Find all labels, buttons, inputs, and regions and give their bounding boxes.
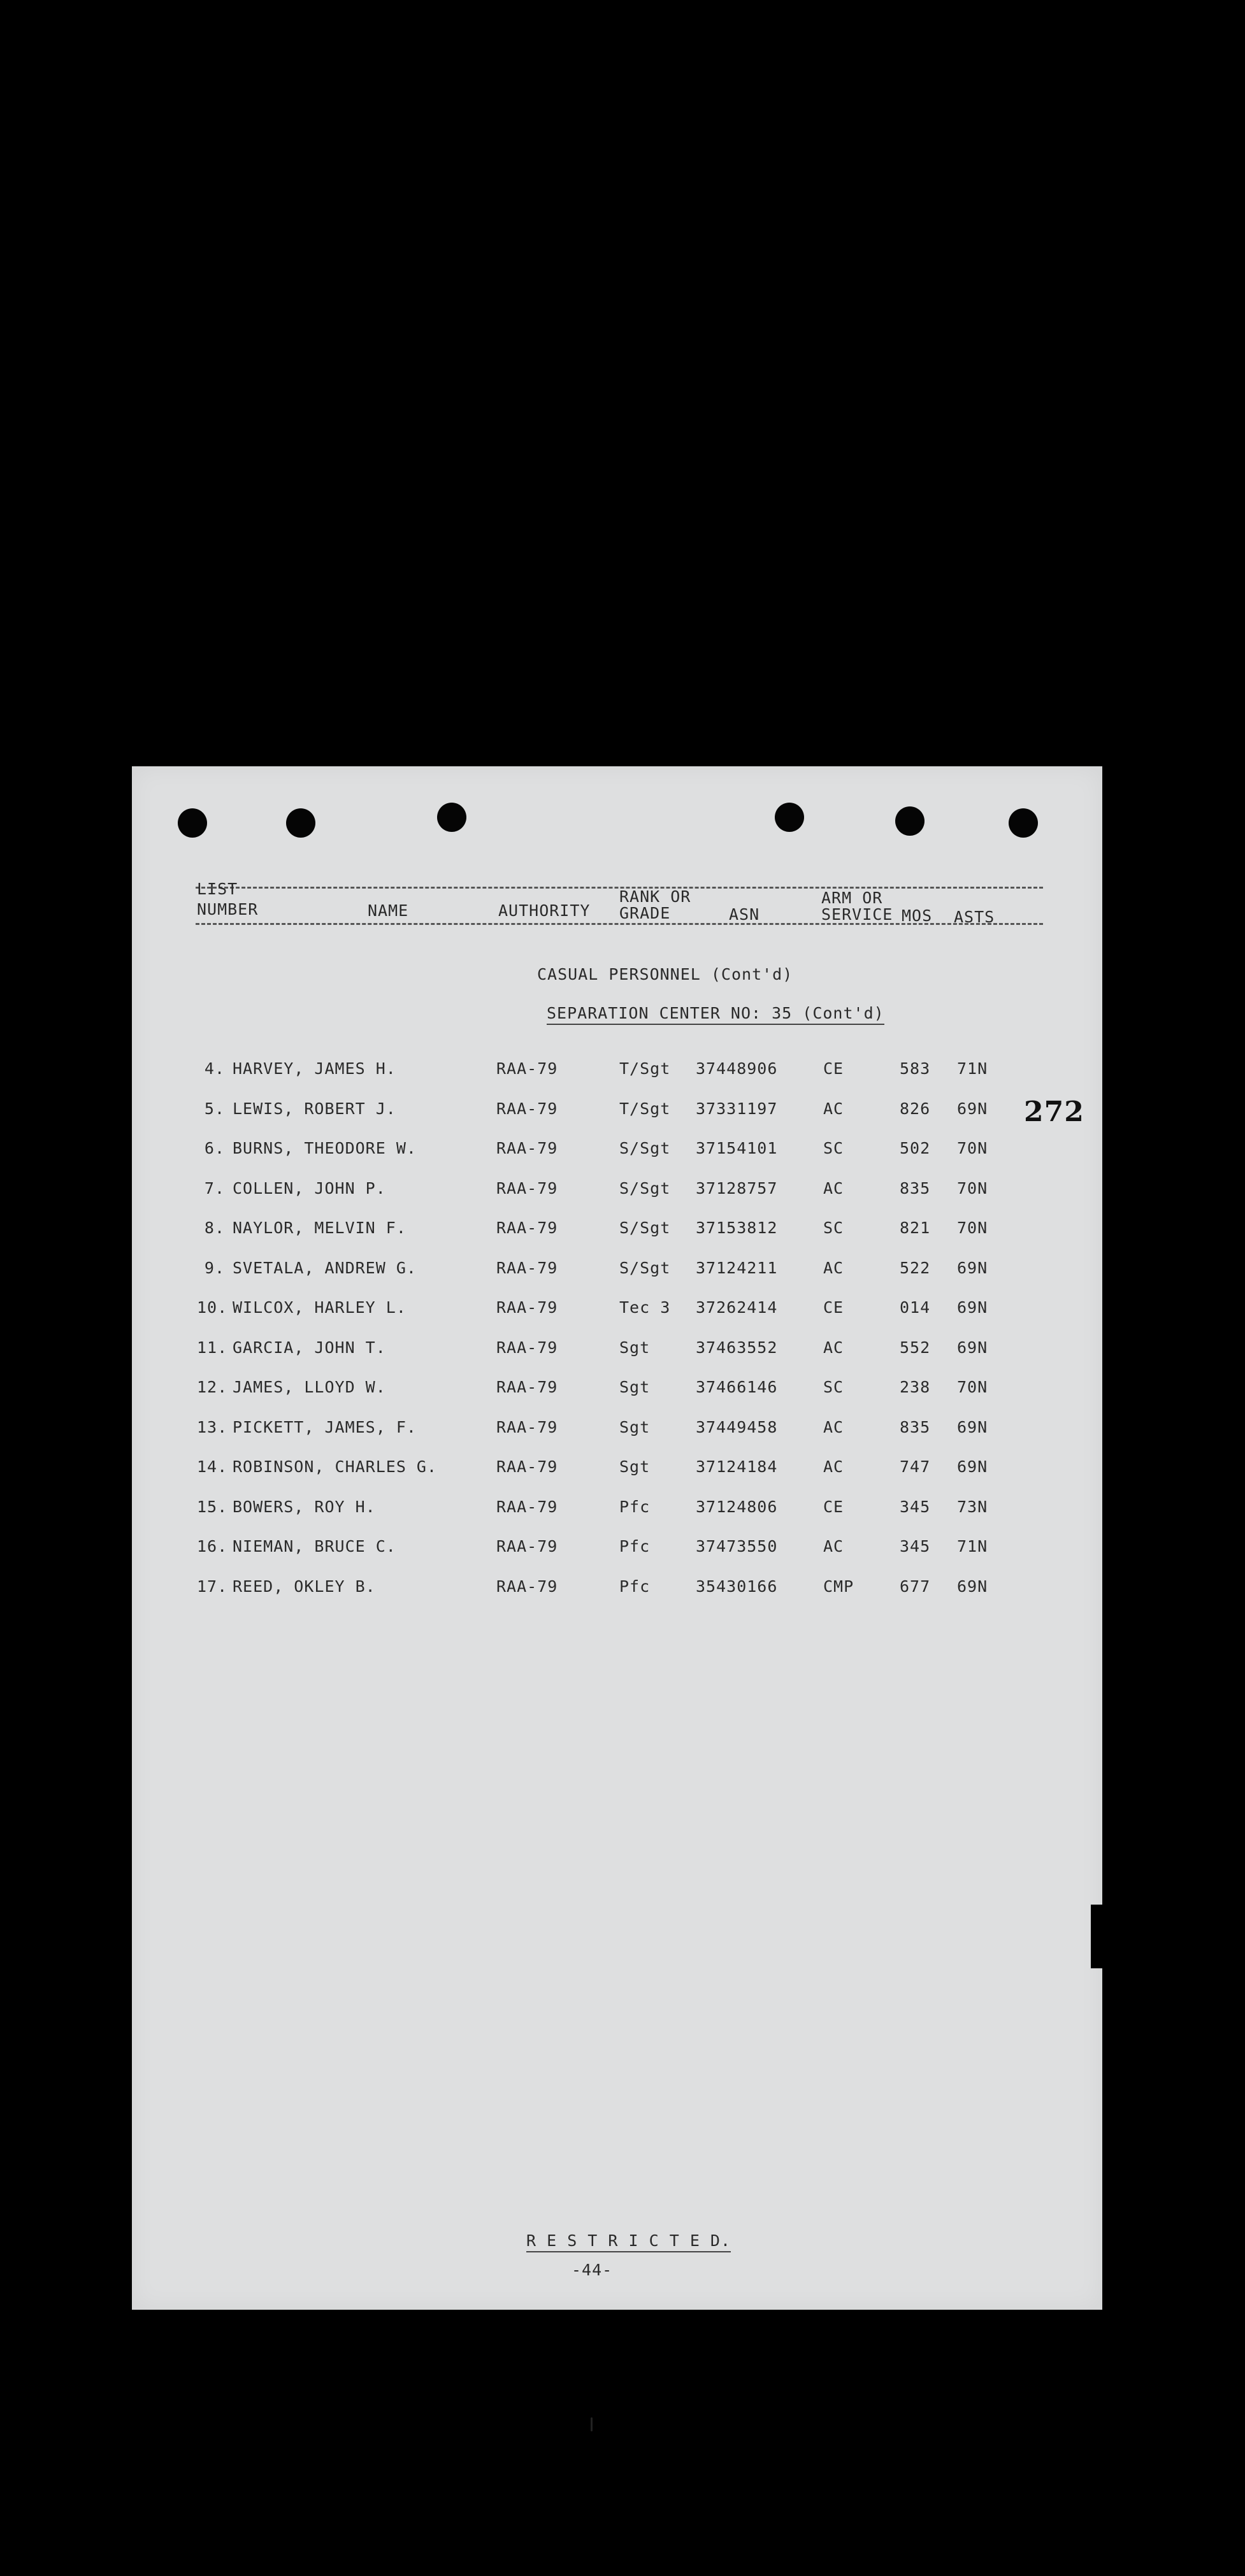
row-asts: 70N — [957, 1139, 988, 1157]
table-row — [132, 1378, 1102, 1416]
row-asn: 37124211 — [696, 1258, 778, 1277]
row-mos: 583 — [900, 1059, 931, 1078]
header-list-number-line2: NUMBER — [197, 900, 259, 919]
table-row — [132, 1059, 1102, 1098]
row-mos: 835 — [900, 1417, 931, 1436]
row-grade: Pfc — [619, 1537, 651, 1556]
row-service: AC — [823, 1457, 844, 1476]
personnel-list — [132, 1059, 1102, 1633]
row-mos: 821 — [900, 1219, 931, 1237]
row-name: WILCOX, HARLEY L. — [233, 1298, 407, 1317]
row-asts: 69N — [957, 1577, 988, 1596]
row-service: SC — [823, 1219, 844, 1237]
row-authority: RAA-79 — [496, 1219, 558, 1237]
row-number: 8. — [204, 1219, 225, 1237]
row-grade: S/Sgt — [619, 1219, 671, 1237]
section-title: CASUAL PERSONNEL (Cont'd) — [537, 965, 793, 984]
row-name: BOWERS, ROY H. — [233, 1497, 376, 1516]
page-number: -44- — [572, 2261, 613, 2279]
row-authority: RAA-79 — [496, 1059, 558, 1078]
row-mos: 345 — [900, 1497, 931, 1516]
row-grade: S/Sgt — [619, 1139, 671, 1157]
row-asn: 37331197 — [696, 1099, 778, 1118]
row-authority: RAA-79 — [496, 1258, 558, 1277]
punch-hole — [895, 806, 925, 836]
row-service: AC — [823, 1178, 844, 1198]
row-authority: RAA-79 — [496, 1417, 558, 1436]
row-asn: 37124184 — [696, 1457, 778, 1476]
row-asts: 73N — [957, 1497, 988, 1516]
row-authority: RAA-79 — [496, 1178, 558, 1198]
row-service: SC — [823, 1139, 844, 1157]
row-service: AC — [823, 1258, 844, 1277]
row-service: CE — [823, 1497, 844, 1516]
header-rank-line2: GRADE — [619, 904, 671, 922]
header-rank-line1: RANK OR — [619, 887, 691, 906]
row-grade: Sgt — [619, 1457, 651, 1476]
row-number: 9. — [204, 1258, 225, 1277]
row-grade: Sgt — [619, 1378, 651, 1396]
header-asts: ASTS — [954, 908, 995, 926]
row-name: COLLEN, JOHN P. — [233, 1178, 386, 1198]
row-name: GARCIA, JOHN T. — [233, 1338, 386, 1357]
table-row — [132, 1338, 1102, 1377]
row-asn: 37262414 — [696, 1298, 778, 1317]
row-name: NIEMAN, BRUCE C. — [233, 1537, 396, 1556]
header-asn: ASN — [729, 905, 760, 924]
row-asn: 37154101 — [696, 1139, 778, 1157]
row-mos: 238 — [900, 1378, 931, 1396]
row-service: AC — [823, 1417, 844, 1436]
row-number: 16. — [197, 1537, 228, 1556]
table-row — [132, 1577, 1102, 1615]
row-number: 13. — [197, 1417, 228, 1436]
row-grade: T/Sgt — [619, 1099, 671, 1118]
row-grade: Pfc — [619, 1577, 651, 1596]
row-number: 11. — [197, 1338, 228, 1357]
punch-hole — [437, 803, 466, 832]
row-asts: 70N — [957, 1178, 988, 1198]
row-asn: 37463552 — [696, 1338, 778, 1357]
header-authority: AUTHORITY — [498, 901, 591, 920]
header-dashline-bottom — [196, 923, 1043, 925]
row-mos: 835 — [900, 1178, 931, 1198]
row-name: ROBINSON, CHARLES G. — [233, 1457, 438, 1476]
row-mos: 502 — [900, 1139, 931, 1157]
row-number: 5. — [204, 1099, 225, 1118]
row-mos: 677 — [900, 1577, 931, 1596]
row-grade: S/Sgt — [619, 1258, 671, 1277]
row-name: LEWIS, ROBERT J. — [233, 1099, 396, 1118]
row-number: 7. — [204, 1178, 225, 1198]
row-asn: 37128757 — [696, 1178, 778, 1198]
row-number: 6. — [204, 1139, 225, 1157]
edge-mark — [1091, 1905, 1102, 1968]
row-asn: 37449458 — [696, 1417, 778, 1436]
row-asts: 69N — [957, 1298, 988, 1317]
punch-hole — [286, 808, 315, 838]
row-asn: 37124806 — [696, 1497, 778, 1516]
row-number: 14. — [197, 1457, 228, 1476]
row-asts: 71N — [957, 1537, 988, 1556]
classification-footer: R E S T R I C T E D. — [526, 2231, 731, 2252]
table-row — [132, 1139, 1102, 1177]
row-name: BURNS, THEODORE W. — [233, 1139, 417, 1157]
table-row — [132, 1537, 1102, 1575]
table-row — [132, 1099, 1102, 1138]
row-authority: RAA-79 — [496, 1378, 558, 1396]
row-name: SVETALA, ANDREW G. — [233, 1258, 417, 1277]
page-stamp-number: 272 — [1024, 1096, 1084, 1128]
row-name: HARVEY, JAMES H. — [233, 1059, 396, 1078]
row-service: AC — [823, 1099, 844, 1118]
row-asts: 69N — [957, 1099, 988, 1118]
row-asn: 37153812 — [696, 1219, 778, 1237]
row-authority: RAA-79 — [496, 1457, 558, 1476]
row-mos: 522 — [900, 1258, 931, 1277]
table-row — [132, 1457, 1102, 1496]
row-service: CE — [823, 1059, 844, 1078]
row-number: 12. — [197, 1378, 228, 1396]
row-name: REED, OKLEY B. — [233, 1577, 376, 1596]
row-number: 10. — [197, 1298, 228, 1317]
table-row — [132, 1298, 1102, 1336]
header-arm-line2: SERVICE — [821, 905, 893, 924]
row-mos: 014 — [900, 1298, 931, 1317]
row-asts: 69N — [957, 1338, 988, 1357]
table-row — [132, 1259, 1102, 1297]
row-asts: 69N — [957, 1457, 988, 1476]
row-service: CE — [823, 1298, 844, 1317]
row-asts: 70N — [957, 1378, 988, 1396]
row-service: AC — [823, 1338, 844, 1357]
table-row — [132, 1498, 1102, 1536]
table-row — [132, 1179, 1102, 1217]
row-asn: 37448906 — [696, 1059, 778, 1078]
header-name: NAME — [368, 901, 409, 920]
document-page — [132, 766, 1102, 2310]
header-list-number-line1: LIST — [197, 880, 238, 898]
punch-hole — [178, 808, 207, 838]
row-service: AC — [823, 1537, 844, 1556]
row-number: 4. — [204, 1059, 225, 1078]
row-service: SC — [823, 1378, 844, 1396]
row-authority: RAA-79 — [496, 1577, 558, 1596]
row-asts: 69N — [957, 1258, 988, 1277]
row-grade: Sgt — [619, 1338, 651, 1357]
row-authority: RAA-79 — [496, 1497, 558, 1516]
table-row — [132, 1219, 1102, 1257]
row-mos: 747 — [900, 1457, 931, 1476]
row-mos: 826 — [900, 1099, 931, 1118]
section-subtitle: SEPARATION CENTER NO: 35 (Cont'd) — [547, 1004, 884, 1025]
row-name: JAMES, LLOYD W. — [233, 1378, 386, 1396]
row-authority: RAA-79 — [496, 1537, 558, 1556]
row-asn: 37466146 — [696, 1378, 778, 1396]
row-grade: S/Sgt — [619, 1178, 671, 1198]
table-row — [132, 1418, 1102, 1456]
header-arm-line1: ARM OR — [821, 889, 883, 907]
header-mos: MOS — [902, 906, 933, 925]
row-grade: T/Sgt — [619, 1059, 671, 1078]
row-authority: RAA-79 — [496, 1139, 558, 1157]
row-asn: 37473550 — [696, 1537, 778, 1556]
row-grade: Pfc — [619, 1497, 651, 1516]
punch-hole — [775, 803, 804, 832]
row-asts: 70N — [957, 1219, 988, 1237]
punch-hole — [1009, 808, 1038, 838]
row-asts: 69N — [957, 1417, 988, 1436]
row-authority: RAA-79 — [496, 1338, 558, 1357]
row-service: CMP — [823, 1577, 854, 1596]
speck — [591, 2417, 593, 2431]
row-authority: RAA-79 — [496, 1099, 558, 1118]
row-mos: 552 — [900, 1338, 931, 1357]
row-mos: 345 — [900, 1537, 931, 1556]
row-grade: Tec 3 — [619, 1298, 671, 1317]
row-name: NAYLOR, MELVIN F. — [233, 1219, 407, 1237]
row-name: PICKETT, JAMES, F. — [233, 1417, 417, 1436]
row-authority: RAA-79 — [496, 1298, 558, 1317]
row-number: 15. — [197, 1497, 228, 1516]
row-number: 17. — [197, 1577, 228, 1596]
row-grade: Sgt — [619, 1417, 651, 1436]
row-asts: 71N — [957, 1059, 988, 1078]
row-asn: 35430166 — [696, 1577, 778, 1596]
